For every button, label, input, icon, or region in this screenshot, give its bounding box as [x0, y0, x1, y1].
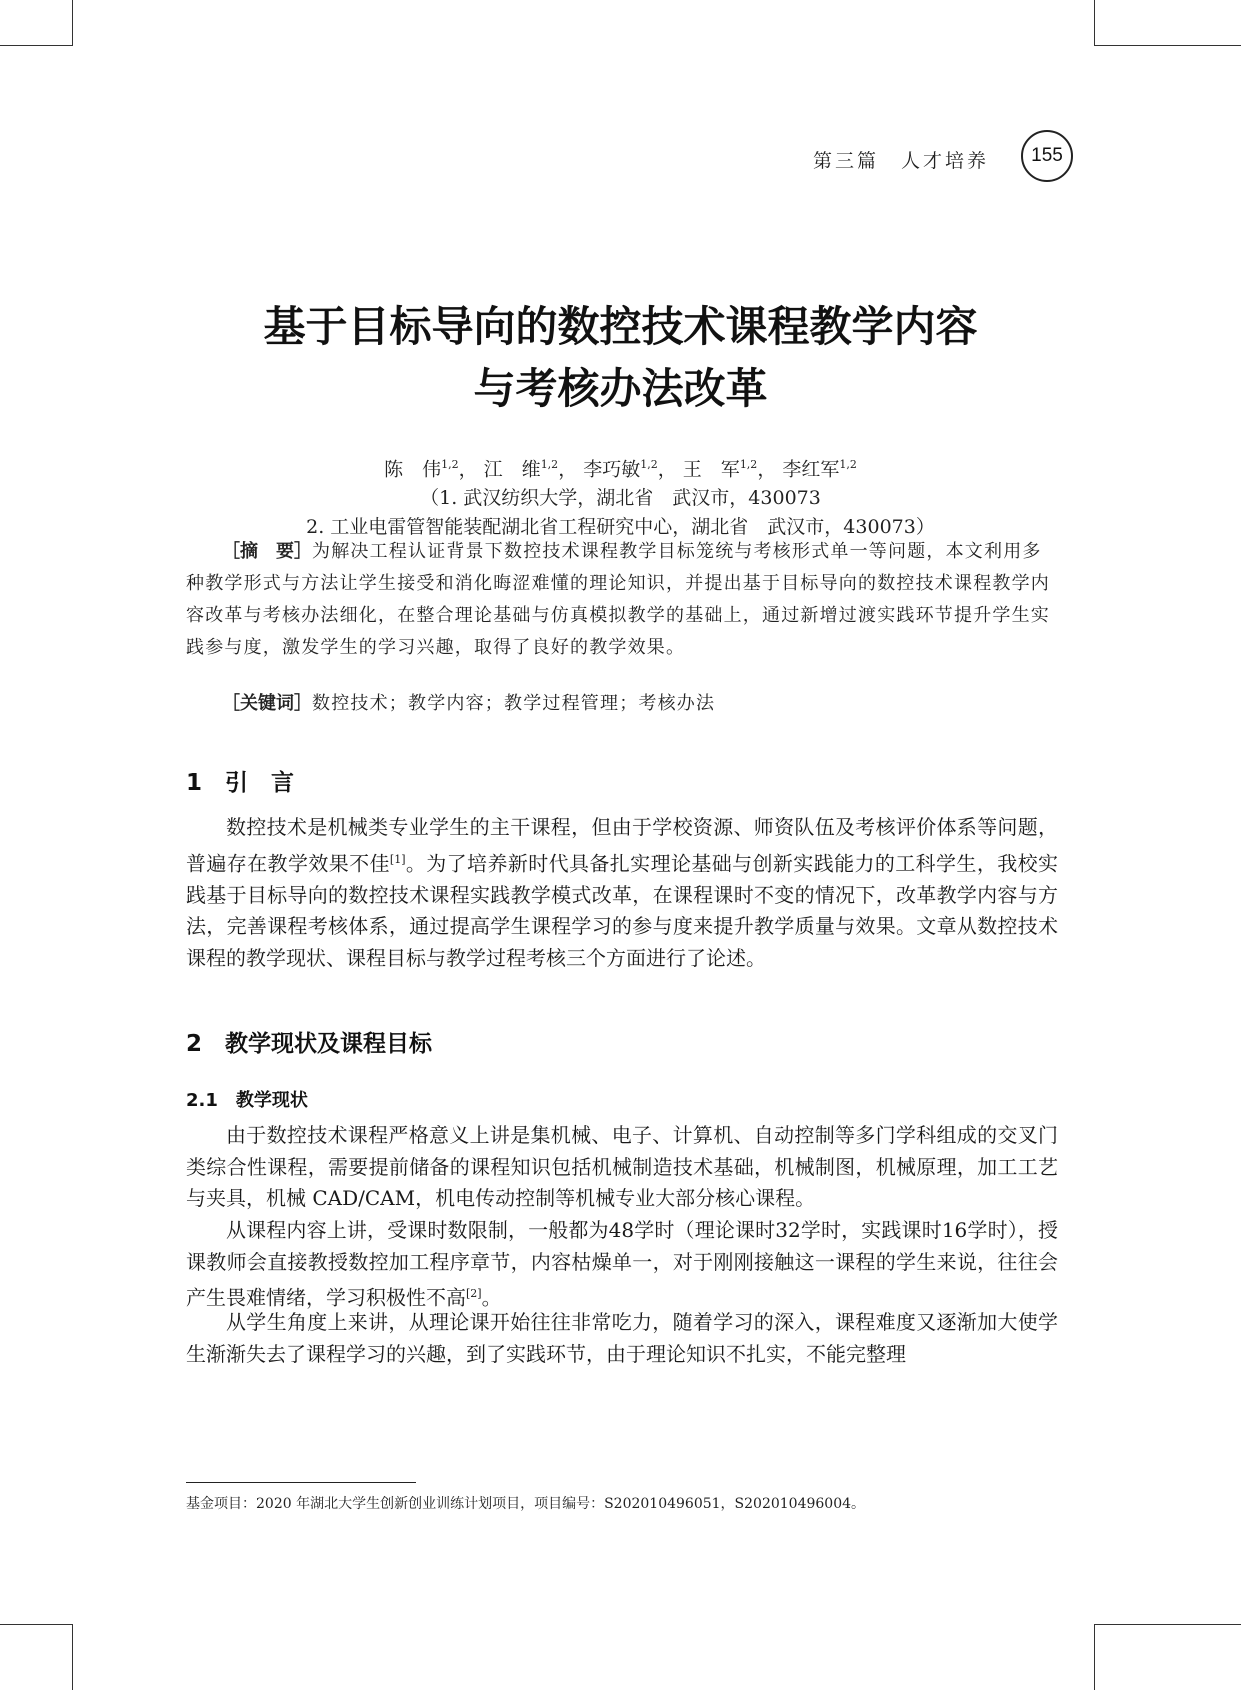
paragraph-text: 数控技术是机械类专业学生的主干课程，但由于学校资源、师资队伍及考核评价体系等问题，普遍存在教学效果不佳 [186, 815, 1058, 876]
author-block [0, 450, 1241, 542]
author: 王 军 [682, 458, 740, 481]
crop-mark [72, 1624, 73, 1690]
footnote-rule [186, 1482, 416, 1483]
running-header [0, 128, 1241, 188]
author-list: 陈 伟$^{1,2}$， 江 维$^{1,2}$， 李巧敏$^{1,2}$， 王 军$^{1,2}$， 李红军$^{1,2}$ [384, 458, 857, 481]
paragraph [186, 812, 1058, 974]
paragraph: 从学生角度上来讲，从理论课开始往往非常吃力，随着学习的深入，课程难度又逐渐加大使学生渐渐失去了课程学习的兴趣，到了实践环节，由于理论知识不扎实，不能完整理 [186, 1310, 1058, 1366]
affiliation-1: （1. 武汉纺织大学，湖北省 武汉市，430073 [420, 487, 821, 510]
section-title: 第三篇 人才培养 [812, 150, 989, 172]
paper-title [0, 296, 1241, 420]
crop-mark [0, 1624, 72, 1625]
affiliation-mark: 1,2 [739, 458, 758, 471]
affiliation-mark: 1,2 [640, 458, 658, 471]
keywords-text: 数控技术；教学内容；教学过程管理；考核办法 [312, 693, 716, 714]
footnote: 基金项目：2020 年湖北大学生创新创业训练计划项目，项目编号：S202010496051，S202010496004。 [186, 1496, 866, 1512]
affiliation-mark: 1,2 [441, 458, 459, 471]
page-number: 155 [1021, 130, 1073, 182]
keywords-label: ［关键词］ [222, 693, 312, 714]
keywords [186, 688, 1058, 720]
crop-mark [1094, 45, 1241, 46]
author: 李巧敏 [583, 458, 641, 481]
affiliation-mark: 1,2 [540, 458, 559, 471]
crop-mark [1094, 0, 1095, 46]
section-heading: 2 教学现状及课程目标 [186, 1031, 433, 1057]
paragraph-text: 。为了培养新时代具备扎实理论基础与创新实践能力的工科学生，我校实践基于目标导向的数控技术课程实践教学模式改革，在课程课时不变的情况下，改革教学内容与方法，完善课程考核体系，通过提高学生课程学习的参与度来提升教学质量与效果。文章从数控技术课程的教学现状、课程目标与教学过程考核三个方面进行了论述。 [186, 851, 1058, 970]
paragraph-text: 从课程内容上讲，受课时数限制，一般都为48学时（理论课时32学时，实践课时16学时），授课教师会直接教授数控加工程序章节，内容枯燥单一，对于刚刚接触这一课程的学生来说，往往会产生畏难情绪，学习积极性不高 [186, 1218, 1058, 1310]
crop-mark [1094, 1624, 1095, 1690]
crop-mark [0, 45, 72, 46]
abstract [186, 536, 1058, 664]
author: 李红军 [782, 458, 840, 481]
paragraph-text: 。 [481, 1285, 502, 1310]
citation: [1] [389, 852, 406, 866]
author: 江 维 [483, 458, 541, 481]
title-line-2: 与考核办法改革 [473, 364, 768, 413]
abstract-label: ［摘 要］ [222, 541, 312, 562]
subsection-heading: 2.1 教学现状 [186, 1090, 308, 1111]
author: 陈 伟 [384, 458, 442, 481]
paragraph [186, 1215, 1058, 1314]
paragraph: 由于数控技术课程严格意义上讲是集机械、电子、计算机、自动控制等多门学科组成的交叉门类综合性课程，需要提前储备的课程知识包括机械制造技术基础，机械制图，机械原理，加工工艺与夹具，机械 CAD/CAM，机电传动控制等机械专业大部分核心课程。 [186, 1123, 1058, 1210]
title-line-1: 基于目标导向的数控技术课程教学内容 [263, 302, 978, 351]
affiliation-2: 2. 工业电雷管智能装配湖北省工程研究中心，湖北省 武汉市，430073） [306, 516, 935, 539]
abstract-text: 为解决工程认证背景下数控技术课程教学目标笼统与考核形式单一等问题，本文利用多种教学形式与方法让学生接受和消化晦涩难懂的理论知识，并提出基于目标导向的数控技术课程教学内容改革与考核办法细化，在整合理论基础与仿真模拟教学的基础上，通过新增过渡实践环节提升学生实践参与度，激发学生的学习兴趣，取得了良好的教学效果。 [186, 541, 1050, 658]
crop-mark [72, 0, 73, 46]
affiliation-mark: 1,2 [839, 458, 857, 471]
citation: [2] [466, 1287, 482, 1300]
crop-mark [1094, 1624, 1241, 1625]
section-heading: 1 引 言 [186, 770, 295, 796]
